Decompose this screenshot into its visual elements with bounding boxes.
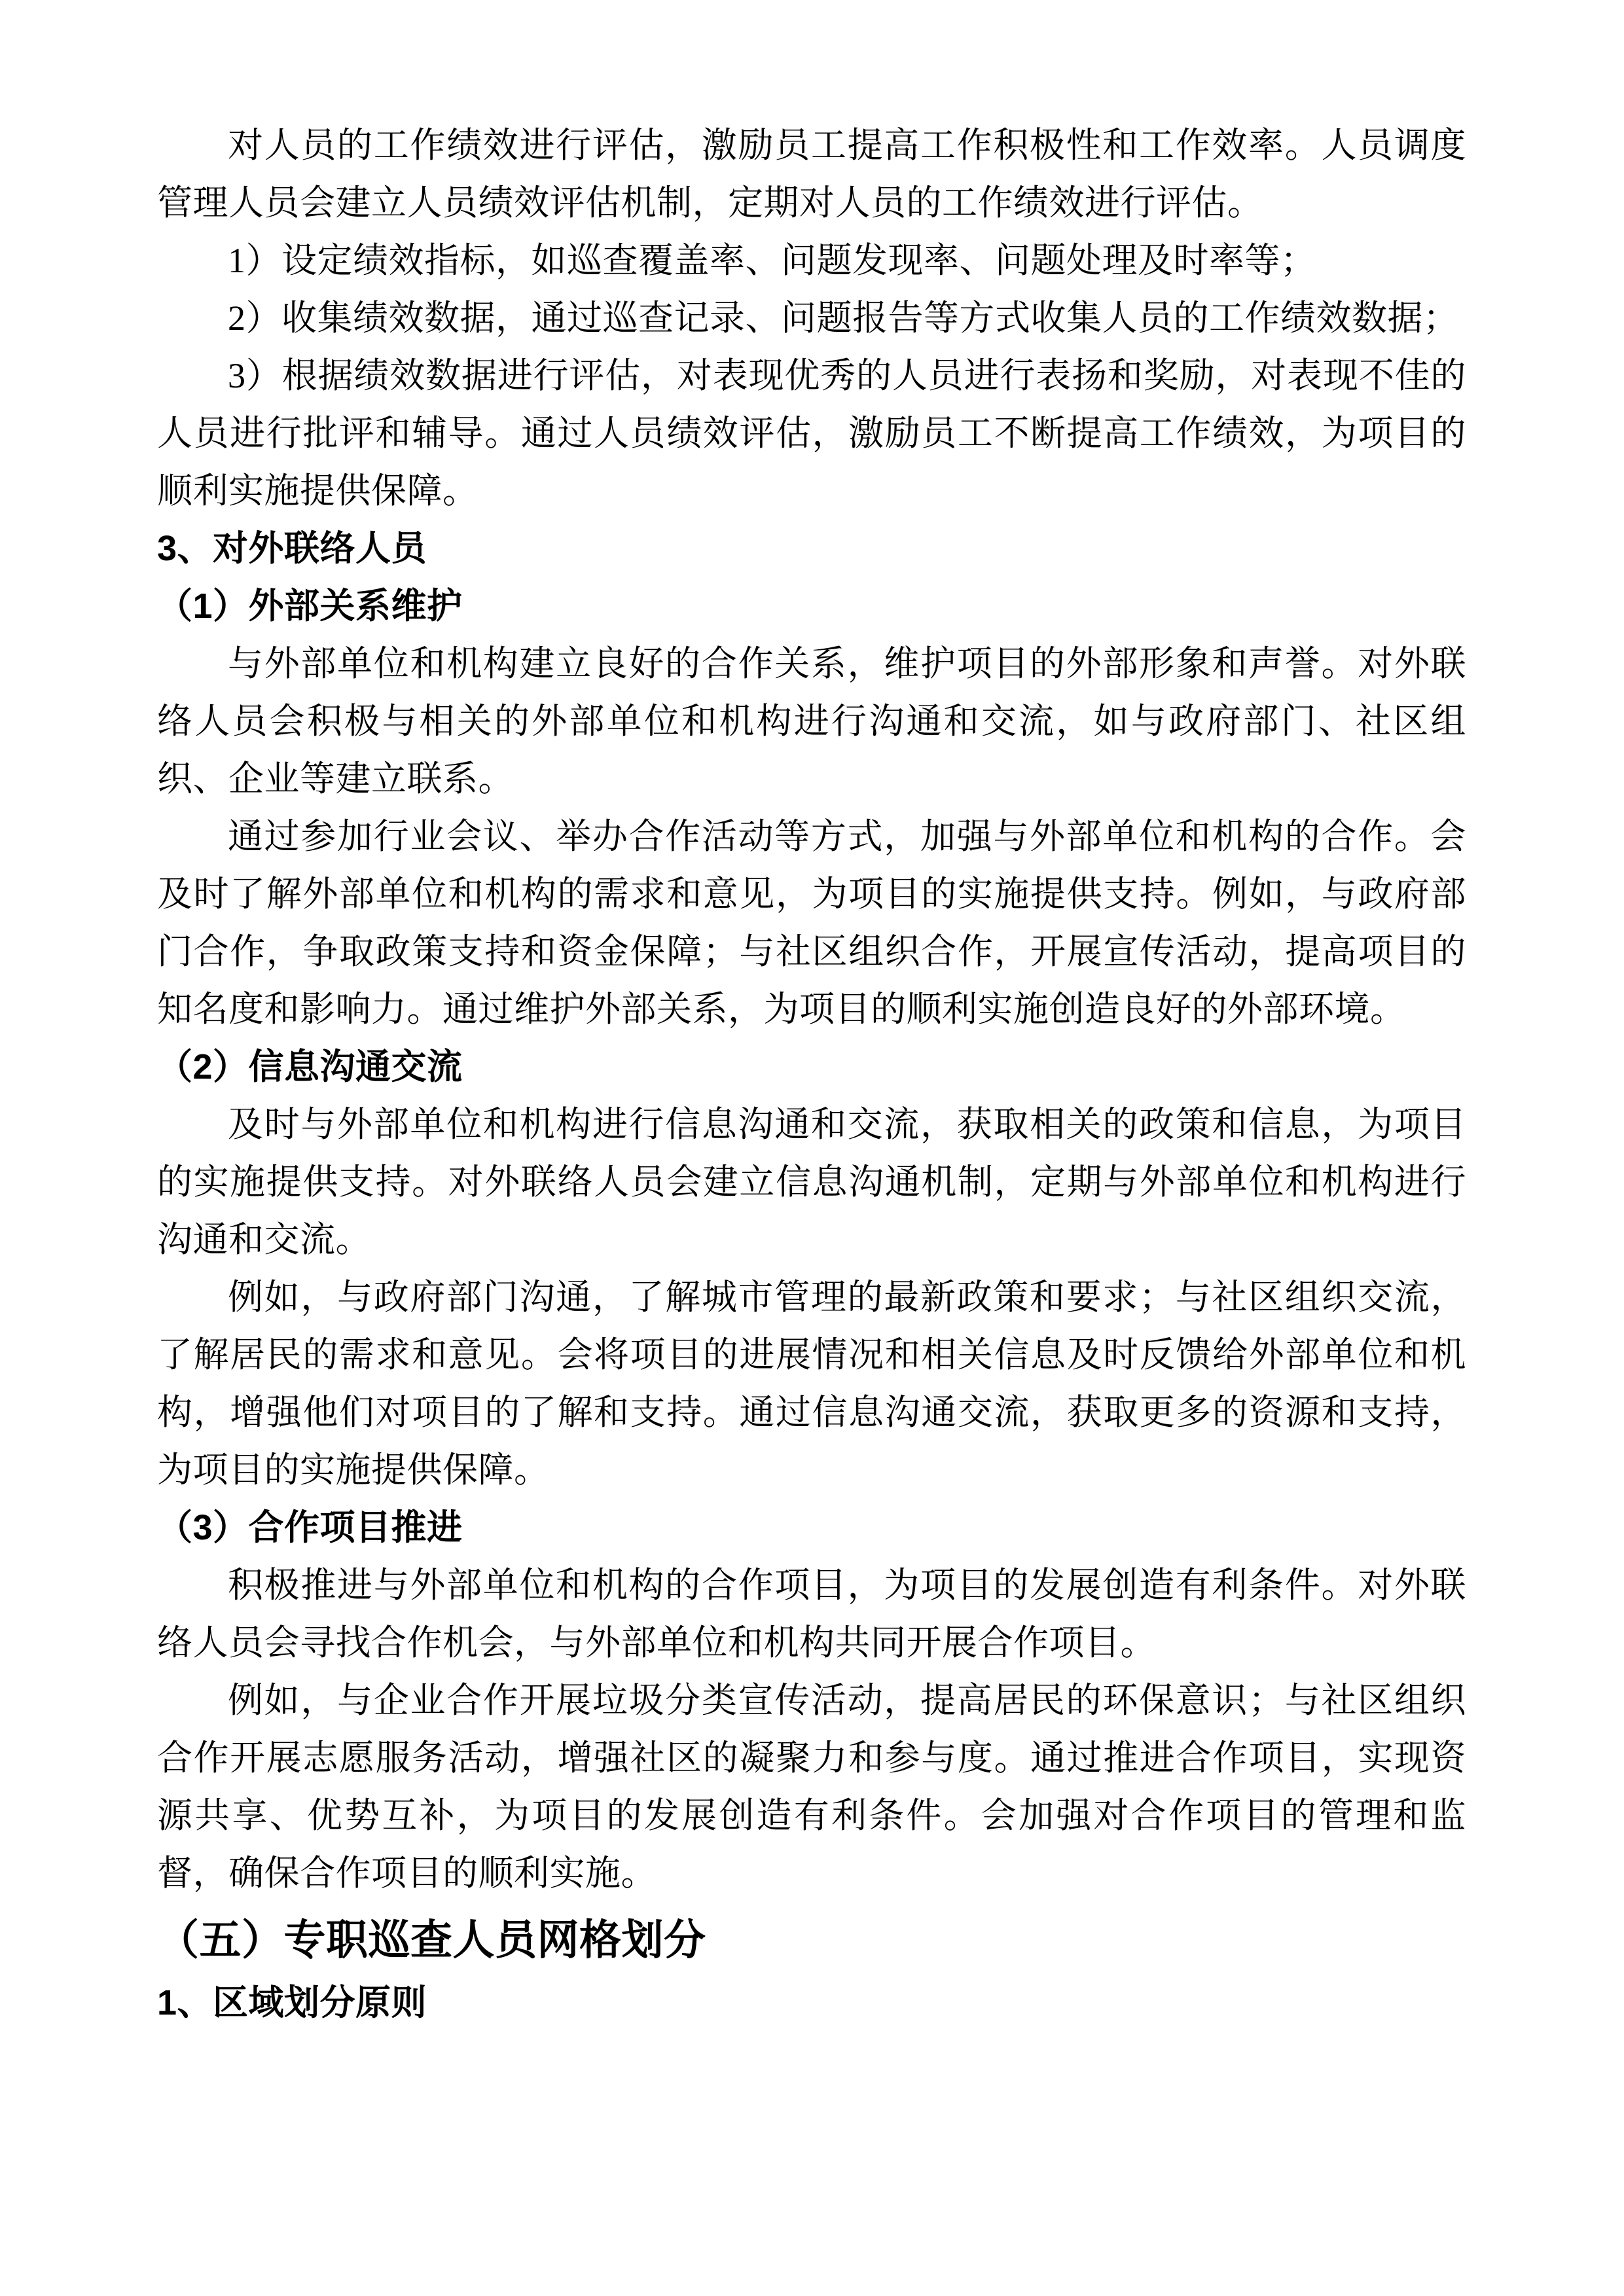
list-item-performance-indicators: 1）设定绩效指标，如巡查覆盖率、问题发现率、问题处理及时率等； xyxy=(228,241,1316,280)
heading-external-relations-maintenance: （1）外部关系维护 xyxy=(157,586,463,626)
heading-grid-division-of-inspectors: （五）专职巡查人员网格划分 xyxy=(157,1916,706,1964)
heading-external-liaison-personnel: 3、对外联络人员 xyxy=(157,529,427,568)
heading-information-communication: （2）信息沟通交流 xyxy=(157,1047,463,1086)
paragraph-government-community-communication: 例如，与政府部门沟通，了解城市管理的最新政策和要求；与社区组织交流，了解居民的需求和意见。会将项目的进展情况和相关信息及时反馈给外部单位和机构，增强他们对项目的了解和支持。通过信息沟通交流，获取更多的资源和支持，为项目的实施提供保障。 xyxy=(157,1278,1466,1490)
paragraph-enterprise-community-examples: 例如，与企业合作开展垃圾分类宣传活动，提高居民的环保意识；与社区组织合作开展志愿服务活动，增强社区的凝聚力和参与度。通过推进合作项目，实现资源共享、优势互补，为项目的发展创造有利条件。会加强对合作项目的管理和监督，确保合作项目的顺利实施。 xyxy=(157,1681,1466,1893)
paragraph-external-cooperation: 与外部单位和机构建立良好的合作关系，维护项目的外部形象和声誉。对外联络人员会积极与相关的外部单位和机构进行沟通和交流，如与政府部门、社区组织、企业等建立联系。 xyxy=(157,644,1466,798)
paragraph-industry-conferences: 通过参加行业会议、举办合作活动等方式，加强与外部单位和机构的合作。会及时了解外部单位和机构的需求和意见，为项目的实施提供支持。例如，与政府部门合作，争取政策支持和资金保障；与社区组织合作，开展宣传活动，提高项目的知名度和影响力。通过维护外部关系，为项目的顺利实施创造良好的外部环境。 xyxy=(157,817,1466,1029)
paragraph-timely-communication: 及时与外部单位和机构进行信息沟通和交流，获取相关的政策和信息，为项目的实施提供支持。对外联络人员会建立信息沟通机制，定期与外部单位和机构进行沟通和交流。 xyxy=(157,1105,1466,1259)
list-item-collect-performance-data: 2）收集绩效数据，通过巡查记录、问题报告等方式收集人员的工作绩效数据； xyxy=(228,298,1459,338)
heading-area-division-principles: 1、区域划分原则 xyxy=(157,1983,427,2022)
list-item-evaluate-performance-data: 3）根据绩效数据进行评估，对表现优秀的人员进行表扬和奖励，对表现不佳的人员进行批评和辅导。通过人员绩效评估，激励员工不断提高工作绩效，为项目的顺利实施提供保障。 xyxy=(157,356,1466,511)
document-body xyxy=(157,117,1466,2032)
heading-cooperation-project-advancement: （3）合作项目推进 xyxy=(157,1508,463,1547)
paragraph-performance-evaluation: 对人员的工作绩效进行评估，激励员工提高工作积极性和工作效率。人员调度管理人员会建立人员绩效评估机制，定期对人员的工作绩效进行评估。 xyxy=(157,126,1466,223)
paragraph-advance-cooperation-projects: 积极推进与外部单位和机构的合作项目，为项目的发展创造有利条件。对外联络人员会寻找合作机会，与外部单位和机构共同开展合作项目。 xyxy=(157,1566,1466,1662)
